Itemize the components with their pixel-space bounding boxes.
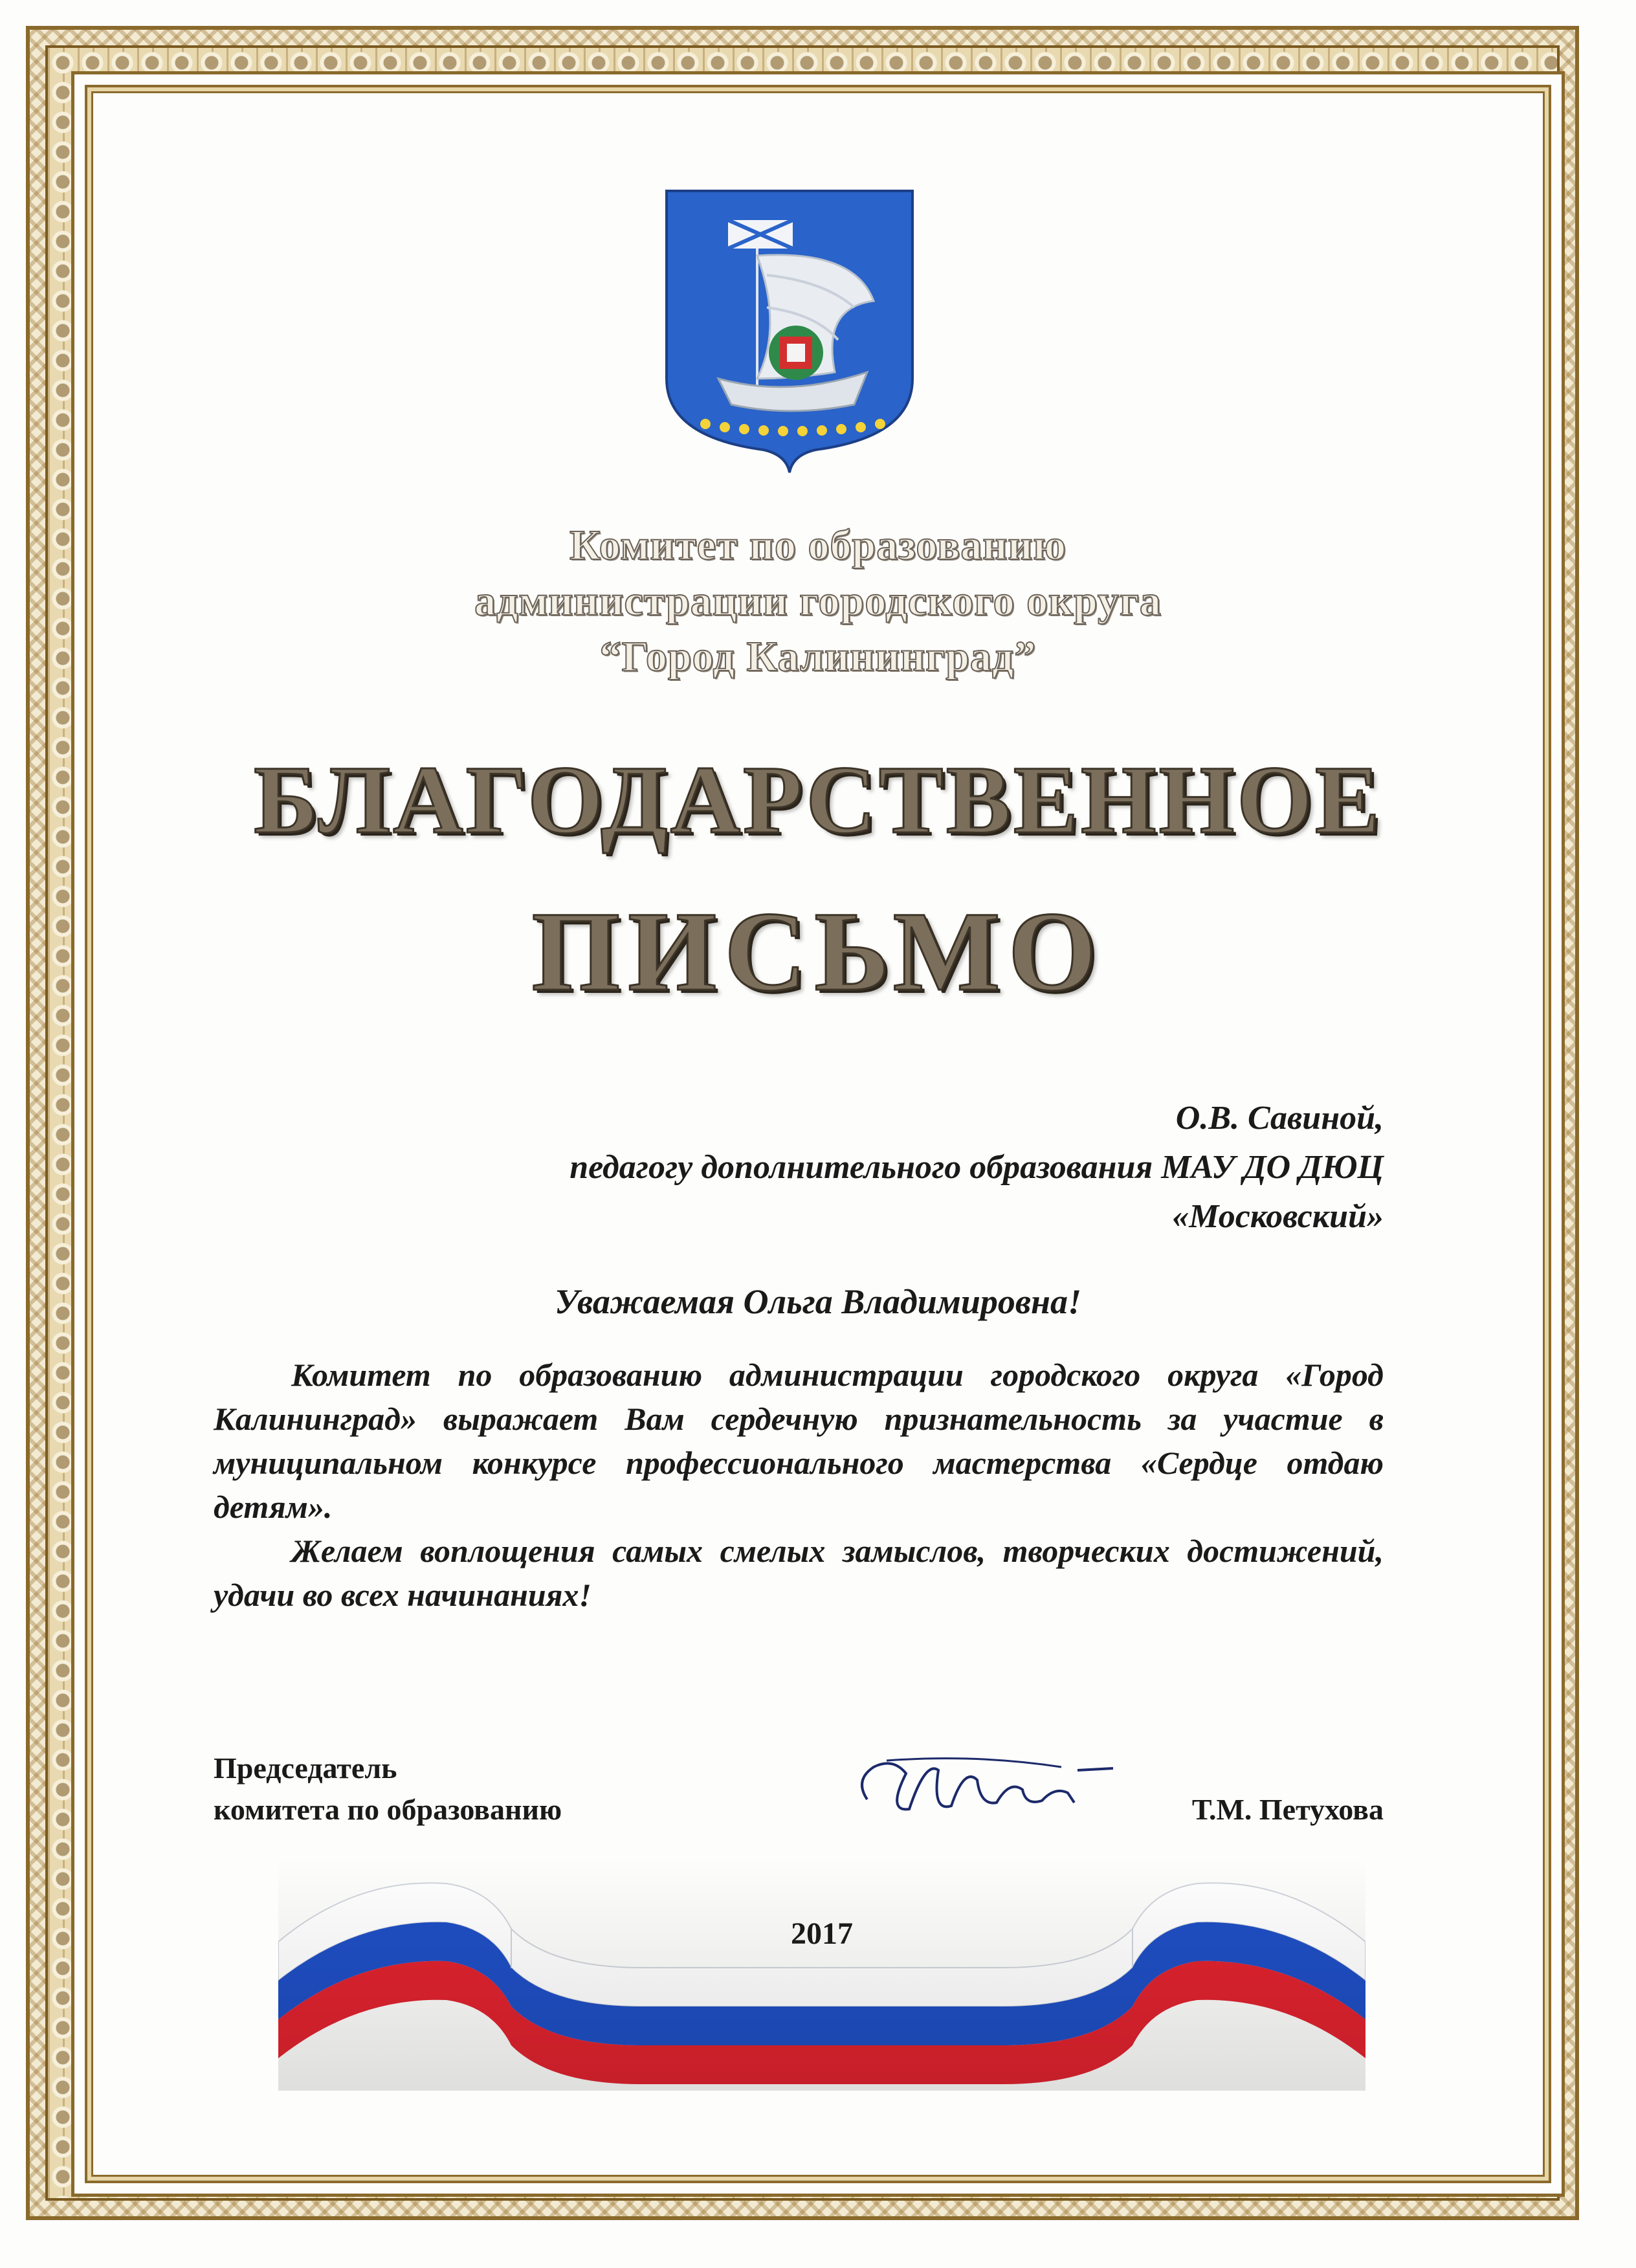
recipient-organization: «Московский» <box>1172 1198 1384 1235</box>
body-paragraph-1: Комитет по образованию администрации городского округа «Город Калининград» выражает Вам сердечную признательность за участие в муниципальном конкурсе профессионального мастерства «Сердце отдаю детям». <box>214 1357 1384 1525</box>
signer-title-line-1: Председатель <box>214 1751 397 1784</box>
coat-of-arms-icon <box>660 184 919 476</box>
committee-line-2: администрации городского округа <box>474 577 1162 625</box>
signer-name: Т.М. Петухова <box>1191 1793 1384 1826</box>
signer-title-line-2: комитета по образованию <box>214 1793 562 1826</box>
greeting: Уважаемая Ольга Владимировна! <box>555 1282 1081 1321</box>
signature-icon <box>848 1741 1120 1832</box>
issuing-committee <box>194 518 1442 685</box>
signer-title <box>214 1748 562 1830</box>
recipient-name: О.В. Савиной, <box>1175 1100 1384 1137</box>
document-title-line-2: ПИСЬМО <box>531 889 1105 1015</box>
body-paragraph-2: Желаем воплощения самых смелых замыслов, творческих достижений, удачи во всех начинаниях! <box>214 1533 1384 1613</box>
committee-line-1: Комитет по образованию <box>569 522 1067 569</box>
issue-year: 2017 <box>791 1917 853 1951</box>
recipient-block <box>283 1094 1384 1241</box>
document-title-line-1: БЛАГОДАРСТВЕННОЕ <box>254 746 1382 854</box>
committee-line-3: “Город Калининград” <box>599 633 1037 680</box>
letter-body <box>214 1353 1384 1617</box>
russian-flag-ribbon-icon <box>278 1858 1365 2091</box>
recipient-position: педагогу дополнительного образования МАУ ДО ДЮЦ <box>569 1149 1384 1186</box>
